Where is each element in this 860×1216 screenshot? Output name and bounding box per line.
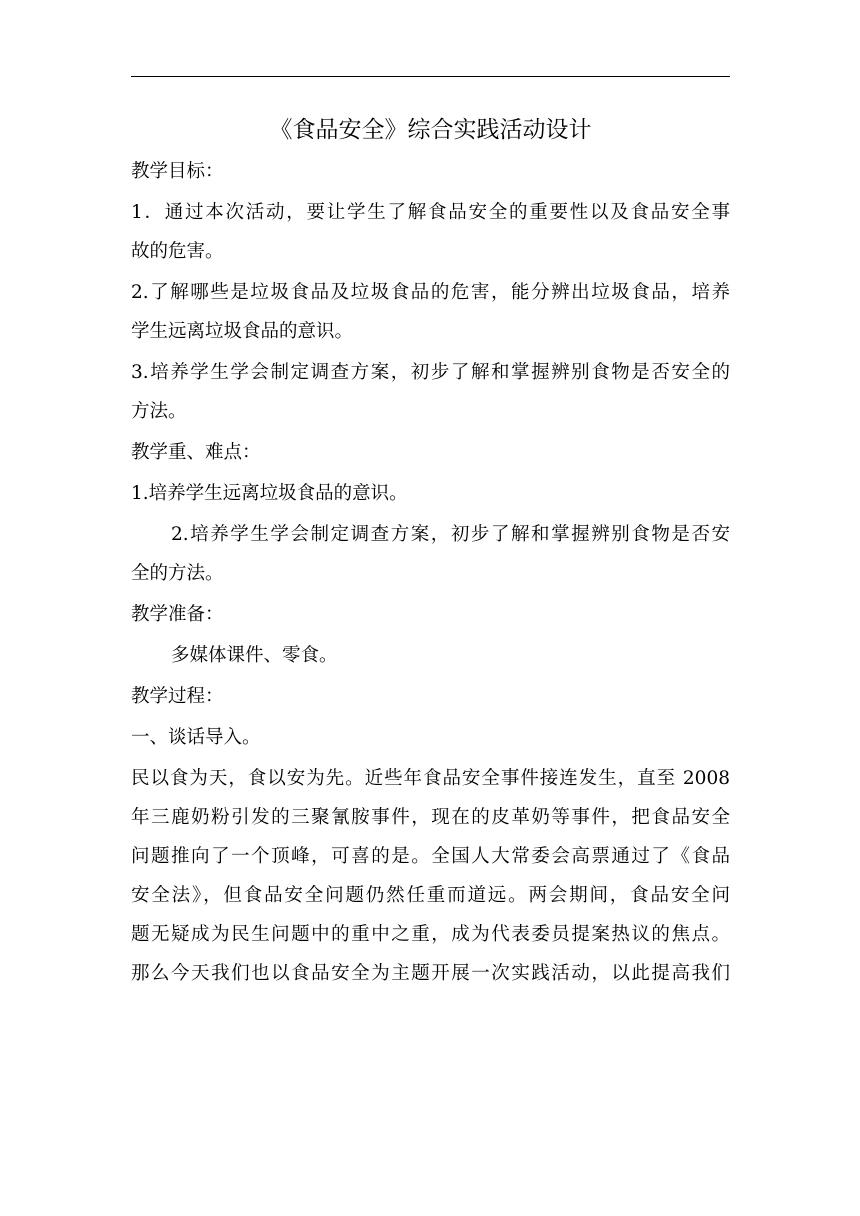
document-title: 《食品安全》综合实践活动设计 — [269, 117, 592, 143]
heading-teaching-process: 教学过程： — [131, 686, 224, 707]
intro-paragraph-line-2: 年三鹿奶粉引发的三聚氰胺事件，现在的皮革奶等事件，把食品安全 — [131, 807, 730, 828]
document-body — [131, 108, 730, 993]
objective-1-line-1: 1．通过本次活动，要让学生了解食品安全的重要性以及食品安全事 — [131, 202, 730, 223]
intro-paragraph-line-4: 安全法》，但食品安全问题仍然任重而道远。两会期间，食品安全问 — [131, 885, 730, 906]
intro-paragraph-line-3: 问题推向了一个顶峰，可喜的是。全国人大常委会高票通过了《食品 — [131, 846, 730, 867]
key-point-2-line-2: 全的方法。 — [131, 563, 224, 584]
objective-2-line-1: 2.了解哪些是垃圾食品及垃圾食品的危害，能分辨出垃圾食品，培养 — [131, 282, 730, 303]
heading-preparation: 教学准备： — [131, 604, 224, 625]
key-point-2-line-1: 2.培养学生学会制定调查方案，初步了解和掌握辨别食物是否安 — [171, 524, 730, 545]
objective-2-line-2: 学生远离垃圾食品的意识。 — [131, 321, 354, 342]
heading-key-points: 教学重、难点： — [131, 442, 261, 463]
intro-paragraph-line-6: 那么今天我们也以食品安全为主题开展一次实践活动，以此提高我们 — [131, 963, 730, 984]
section-1-heading: 一、谈话导入。 — [131, 727, 261, 748]
objective-3-line-1: 3.培养学生学会制定调查方案，初步了解和掌握辨别食物是否安全的 — [131, 362, 730, 383]
objective-3-line-2: 方法。 — [131, 401, 187, 422]
header-rule — [131, 76, 730, 77]
preparation-text: 多媒体课件、零食。 — [171, 645, 338, 666]
heading-teaching-objectives: 教学目标： — [131, 161, 224, 182]
objective-1-line-2: 故的危害。 — [131, 241, 224, 262]
key-point-1: 1.培养学生远离垃圾食品的意识。 — [131, 483, 408, 504]
intro-paragraph-line-1: 民以食为天，食以安为先。近些年食品安全事件接连发生，直至 2008 — [131, 768, 730, 789]
intro-paragraph-line-5: 题无疑成为民生问题中的重中之重，成为代表委员提案热议的焦点。 — [131, 924, 730, 945]
